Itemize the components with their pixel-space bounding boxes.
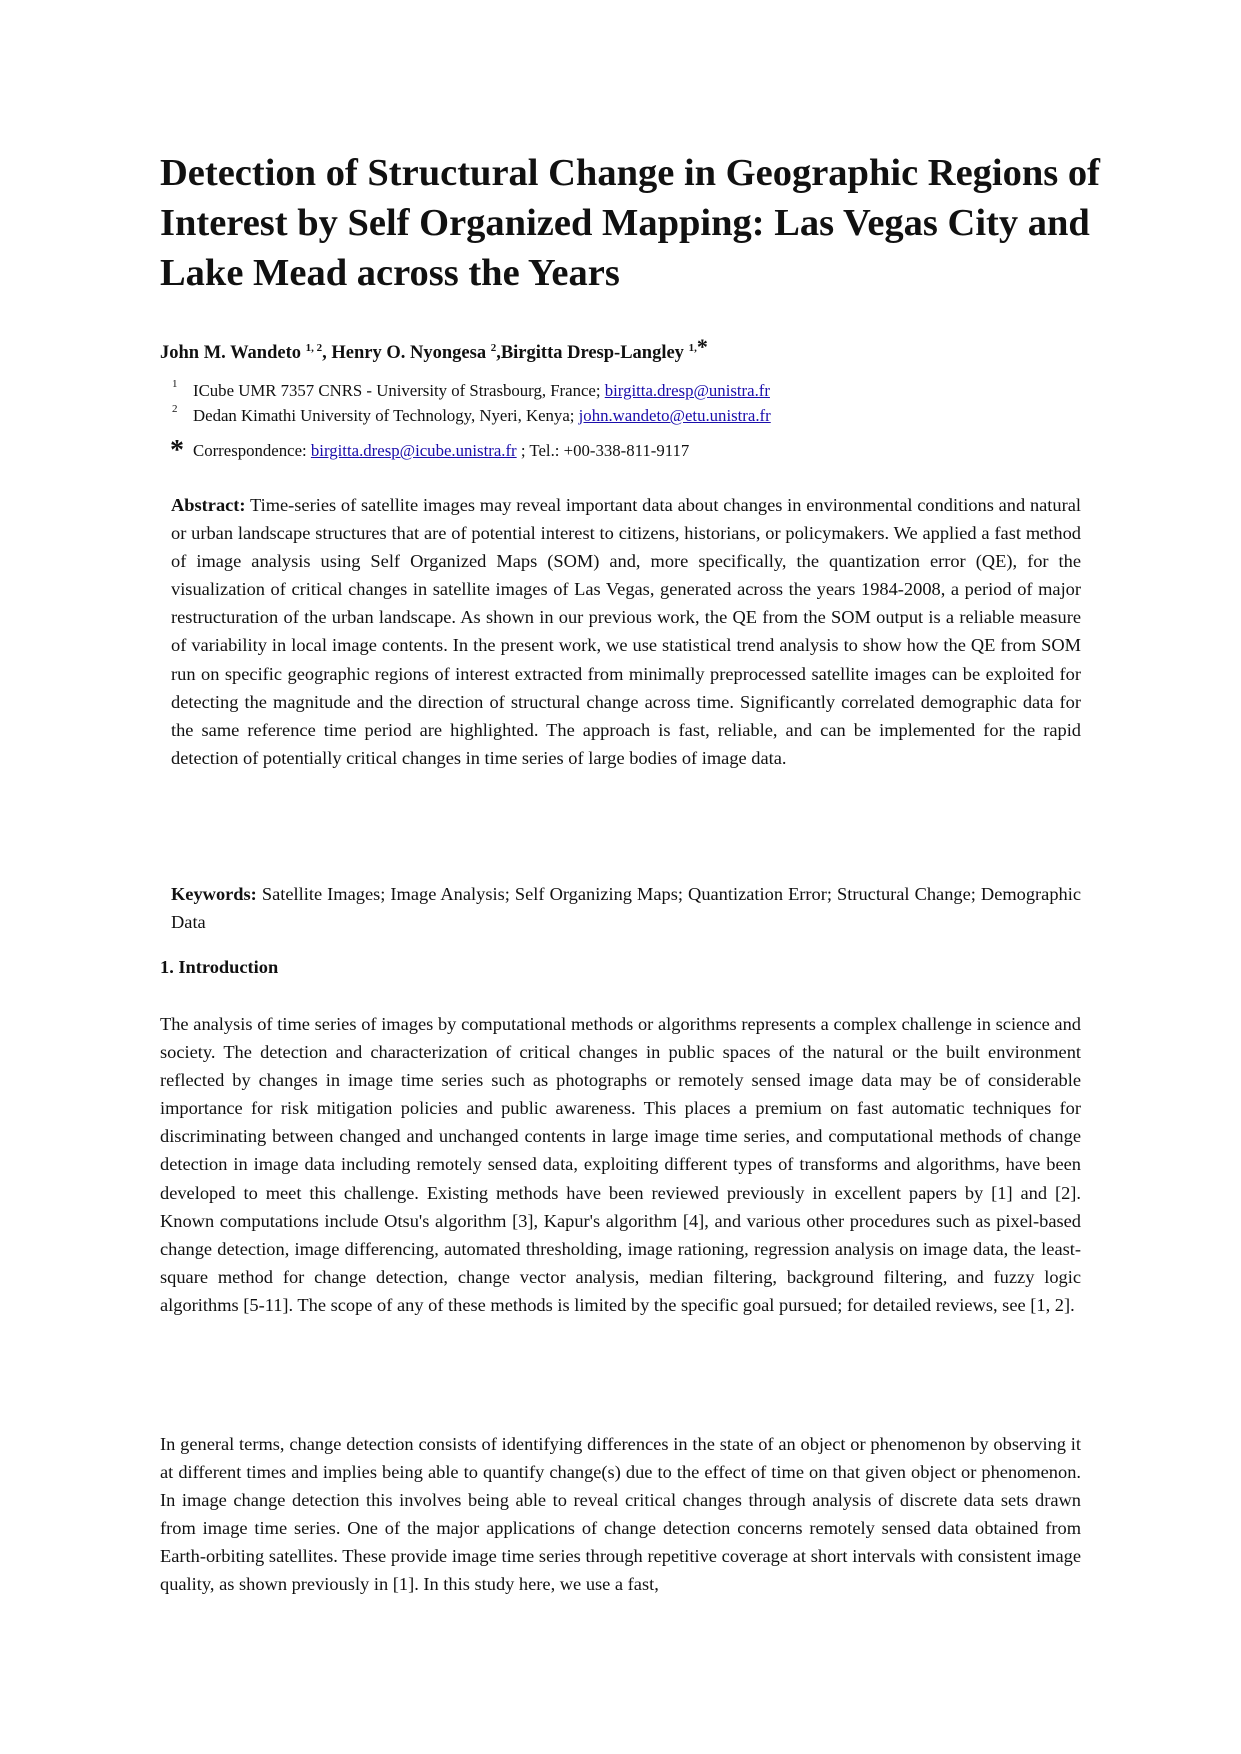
author-affiliation-mark: 1, (688, 342, 697, 354)
author-separator: , (496, 343, 501, 363)
keywords (171, 880, 1081, 936)
corresponding-author-mark: * (696, 334, 708, 359)
keywords-text: Satellite Images; Image Analysis; Self Organizing Maps; Quantization Error; Structural Change; Demographic Data (171, 884, 1081, 933)
author-affiliation-mark: 1, 2 (305, 342, 323, 354)
author-name: Henry O. Nyongesa (331, 343, 487, 363)
email-link[interactable]: birgitta.dresp@unistra.fr (604, 381, 770, 400)
email-link[interactable]: john.wandeto@etu.unistra.fr (578, 406, 771, 425)
keywords-label: Keywords: (171, 884, 257, 904)
paper-title: Detection of Structural Change in Geographic Regions of Interest by Self Organized Mapping: Las Vegas City and Lake Mead across the Years (160, 152, 1100, 294)
affiliation-number: 2 (172, 403, 178, 415)
abstract-text: Time-series of satellite images may reveal important data about changes in environmental conditions and natural or urban landscape structures that are of potential interest to citizens, historians, or policymakers. We applied a fast method of image analysis using Self Organized Maps (SOM) and, more specifically, the quantization error (QE), for the visualization of critical changes in satellite images of Las Vegas, generated across the years 1984-2008, a period of major restructuration of the urban landscape. As shown in our previous work, the QE from the SOM output is a reliable measure of variability in local image contents. In the present work, we use statistical trend analysis to show how the QE from SOM run on specific geographic regions of interest extracted from minimally preprocessed satellite images can be exploited for detecting the magnitude and the direction of structural change across time. Significantly correlated demographic data for the same reference time period are highlighted. The approach is fast, reliable, and can be implemented for the rapid detection of potentially critical changes in time series of large bodies of image data. (171, 495, 1081, 768)
section-heading: 1. Introduction (160, 957, 279, 977)
author-affiliation-mark: 2 (490, 342, 497, 354)
abstract (171, 491, 1081, 772)
email-link[interactable]: birgitta.dresp@icube.unistra.fr (310, 441, 517, 460)
affiliation-text: Dedan Kimathi University of Technology, Nyeri, Kenya; (193, 406, 579, 425)
body-paragraph: The analysis of time series of images by computational methods or algorithms represents a complex challenge in science and society. The detection and characterization of critical changes in public spaces of the natural or the built environment reflected by changes in image time series such as photographs or remotely sensed image data may be of considerable importance for risk mitigation policies and public awareness. This places a premium on fast automatic techniques for discriminating between changed and unchanged contents in large image time series, and computational methods of change detection in image data including remotely sensed data, exploiting different types of transforms and algorithms, have been developed to meet this challenge. Existing methods have been reviewed previously in excellent papers by [1] and [2]. Known computations include Otsu's algorithm [3], Kapur's algorithm [4], and various other procedures such as pixel-based change detection, image differencing, automated thresholding, image rationing, regression analysis on image data, the least-square method for change detection, change vector analysis, median filtering, background filtering, and fuzzy logic algorithms [5-11]. The scope of any of these methods is limited by the specific goal pursued; for detailed reviews, see [1, 2]. (160, 1014, 1081, 1315)
author-name: Birgitta Dresp-Langley (500, 343, 684, 363)
author-separator: , (322, 343, 332, 363)
correspondence-phone: ; Tel.: +00-338-811-9117 (516, 441, 690, 460)
affiliation-text: ICube UMR 7357 CNRS - University of Strasbourg, France; (193, 381, 605, 400)
affiliation-number: 1 (172, 378, 178, 390)
abstract-label: Abstract: (171, 495, 246, 515)
body-paragraph: In general terms, change detection consists of identifying differences in the state of an object or phenomenon by observing it at different times and implies being able to quantify change(s) due to the effect of time on that given object or phenomenon. In image change detection this involves being able to reveal critical changes through analysis of discrete data sets drawn from image time series. One of the major applications of change detection concerns remotely sensed data obtained from Earth-orbiting satellites. These provide image time series through repetitive coverage at short intervals with consistent image quality, as shown previously in [1]. In this study here, we use a fast, (160, 1434, 1081, 1595)
correspondence-label: Correspondence: (193, 441, 311, 460)
correspondence-star: * (170, 435, 184, 466)
author-name: John M. Wandeto (160, 343, 302, 363)
author-list (160, 334, 1120, 364)
